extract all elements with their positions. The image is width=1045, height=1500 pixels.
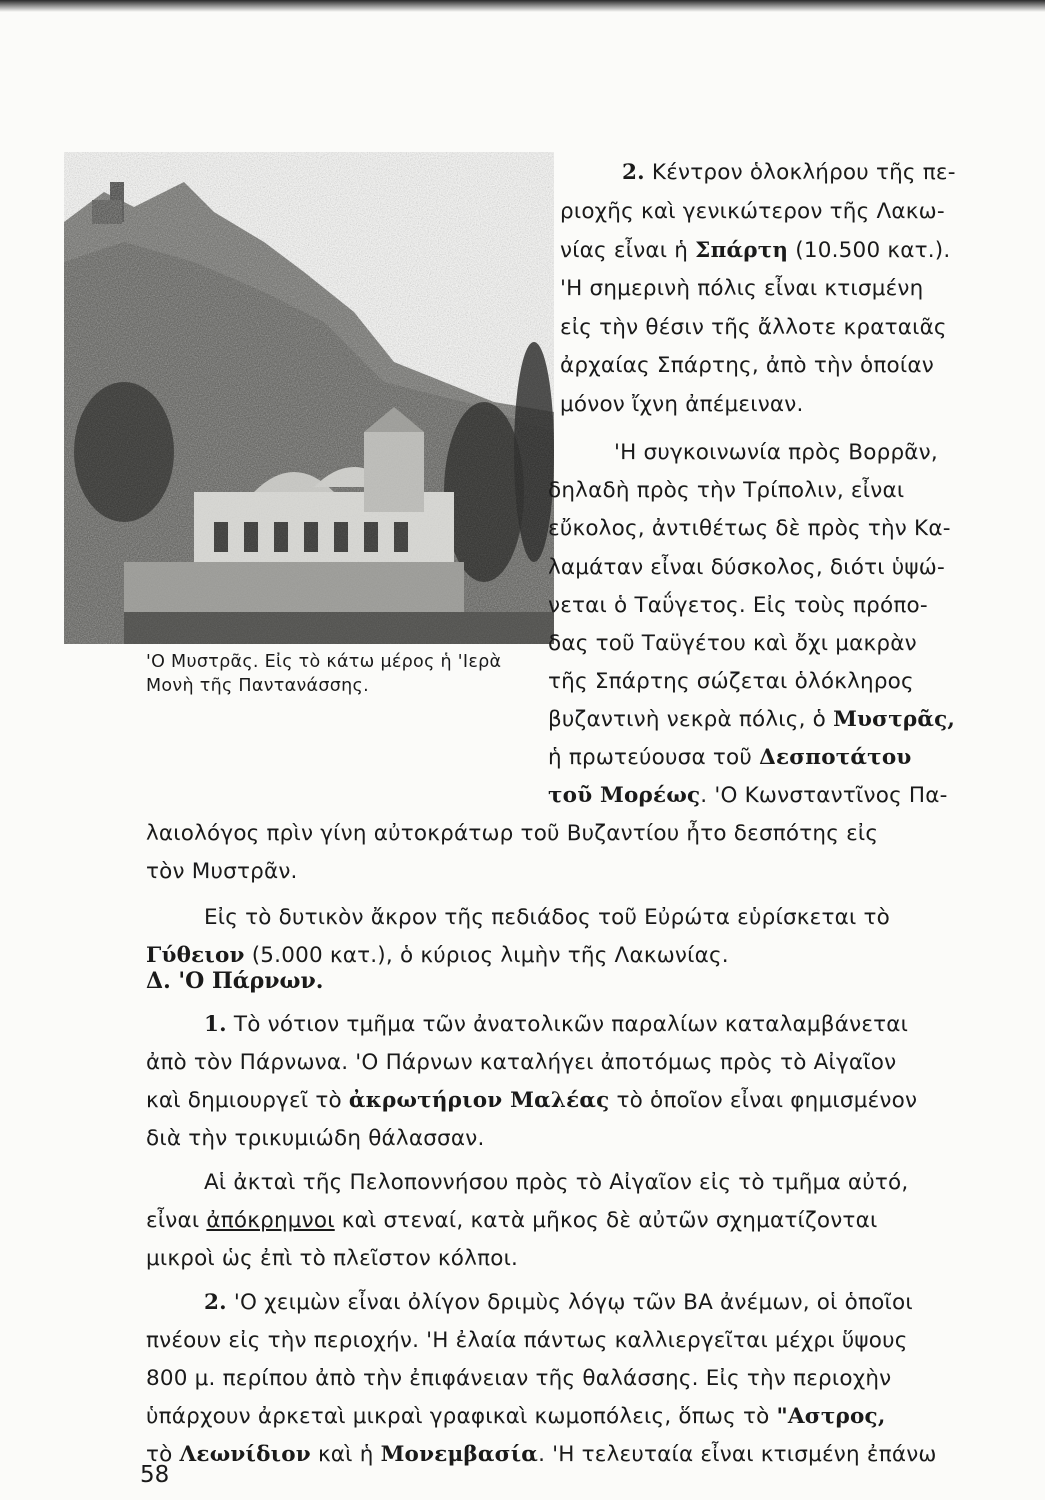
text-line: βυζαντινὴ νεκρὰ πόλις, ὁ Μυστρᾶς, xyxy=(548,707,956,732)
text-line: καὶ δημιουργεῖ τὸ ἀκρωτήριον Μαλέας τὸ ὁποῖον εἶναι φημισμένον xyxy=(146,1088,918,1113)
bold-term: "Αστρος, xyxy=(776,1404,886,1429)
text-line: τὸν Μυστρᾶν. xyxy=(146,859,298,884)
paragraph-number: 2. xyxy=(622,160,645,185)
text-line: 2. 'Ο χειμὼν εἶναι ὀλίγον δριμὺς λόγῳ τῶν ΒΑ ἀνέμων, οἱ ὁποῖοι xyxy=(204,1290,913,1315)
text-line: 1. Τὸ νότιον τμῆμα τῶν ἀνατολικῶν παραλίων καταλαμβάνεται xyxy=(204,1012,909,1037)
text-line: 800 μ. περίπου ἀπὸ τὴν ἐπιφάνειαν τῆς θαλάσσης. Εἰς τὴν περιοχὴν xyxy=(146,1366,892,1391)
text-line: εἶναι ἀπόκρημνοι καὶ στεναί, κατὰ μῆκος δὲ αὐτῶν σχηματίζονται xyxy=(146,1208,878,1233)
text-line: τὸ Λεωνίδιον καὶ ἡ Μονεμβασία. 'Η τελευταία εἶναι κτισμένη ἐπάνω xyxy=(146,1442,937,1467)
page-number: 58 xyxy=(140,1462,170,1488)
text-line: ριοχῆς καὶ γενικώτερον τῆς Λακω- xyxy=(560,199,945,224)
text-line: λαιολόγος πρὶν γίνη αὐτοκράτωρ τοῦ Βυζαντίου ἦτο δεσπότης εἰς xyxy=(146,821,879,846)
text-line: τοῦ Μορέως. 'Ο Κωνσταντῖνος Πα- xyxy=(548,783,948,808)
bold-term: Γύθειον xyxy=(146,943,245,968)
text-line: λαμάταν εἶναι δύσκολος, διότι ὑψώ- xyxy=(548,555,945,580)
bold-term: ἀκρωτήριον Μαλέας xyxy=(348,1088,610,1113)
paragraph-number: 2. xyxy=(204,1290,227,1315)
text-line: νίας εἶναι ἡ Σπάρτη (10.500 κατ.). xyxy=(560,238,951,263)
paragraph-number: 1. xyxy=(204,1012,227,1037)
text-line: δας τοῦ Ταϋγέτου καὶ ὄχι μακρὰν xyxy=(548,631,917,656)
text-line: 'Η συγκοινωνία πρὸς Βορρᾶν, xyxy=(614,440,938,465)
bold-term: τοῦ Μορέως xyxy=(548,783,701,808)
caption-line: Μονὴ τῆς Παντανάσσης. xyxy=(146,676,369,696)
text-line: μικροὶ ὡς ἐπὶ τὸ πλεῖστον κόλποι. xyxy=(146,1246,519,1271)
underlined-word: ἀπόκρημνοι xyxy=(206,1208,335,1233)
text-line: Γύθειον (5.000 κατ.), ὁ κύριος λιμὴν τῆς Λακωνίας. xyxy=(146,943,729,968)
text-line: ἡ πρωτεύουσα τοῦ Δεσποτάτου xyxy=(548,745,912,770)
text-line: ἀρχαίας Σπάρτης, ἀπὸ τὴν ὁποίαν xyxy=(560,353,934,378)
text-line: 'Η σημερινὴ πόλις εἶναι κτισμένη xyxy=(560,276,924,301)
text-line: νεται ὁ Ταΰγετος. Εἰς τοὺς πρόπο- xyxy=(548,593,928,618)
text-line: εὔκολος, ἀντιθέτως δὲ πρὸς τὴν Κα- xyxy=(548,516,951,541)
text-line: 2. Κέντρον ὁλοκλήρου τῆς πε- xyxy=(622,160,956,185)
page-edge-shadow xyxy=(0,0,1045,12)
bold-term: Σπάρτη xyxy=(695,238,789,263)
bold-term: Μυστρᾶς, xyxy=(833,707,956,732)
photo-caption xyxy=(146,650,556,698)
mystras-photo xyxy=(64,152,554,644)
text-line: διὰ τὴν τρικυμιώδη θάλασσαν. xyxy=(146,1126,485,1151)
bold-term: Λεωνίδιον xyxy=(179,1442,311,1467)
caption-line: 'Ο Μυστρᾶς. Εἰς τὸ κάτω μέρος ἡ 'Ιερὰ xyxy=(146,652,502,672)
text-line: ὑπάρχουν ἀρκεταὶ μικραὶ γραφικαὶ κωμοπόλεις, ὅπως τὸ "Αστρος, xyxy=(146,1404,886,1429)
text-line: εἰς τὴν θέσιν τῆς ἄλλοτε κραταιᾶς xyxy=(560,315,947,340)
text-line: τῆς Σπάρτης σώζεται ὁλόκληρος xyxy=(548,669,914,694)
text-line: Εἰς τὸ δυτικὸν ἄκρον τῆς πεδιάδος τοῦ Εὐρώτα εὑρίσκεται τὸ xyxy=(204,905,890,930)
bold-term: Δεσποτάτου xyxy=(759,745,912,770)
text-line: μόνον ἴχνη ἀπέμειναν. xyxy=(560,392,804,417)
text-line: ἀπὸ τὸν Πάρνωνα. 'Ο Πάρνων καταλήγει ἀποτόμως πρὸς τὸ Αἰγαῖον xyxy=(146,1050,897,1075)
text-line: πνέουν εἰς τὴν περιοχήν. 'Η ἐλαία πάντως καλλιεργεῖται μέχρι ὕψους xyxy=(146,1328,908,1353)
text-line: δηλαδὴ πρὸς τὴν Τρίπολιν, εἶναι xyxy=(548,478,905,503)
text-line: Αἱ ἀκταὶ τῆς Πελοποννήσου πρὸς τὸ Αἰγαῖον εἰς τὸ τμῆμα αὐτό, xyxy=(204,1170,909,1195)
section-heading: Δ. 'Ο Πάρνων. xyxy=(146,968,324,994)
bold-term: Μονεμβασία xyxy=(380,1442,539,1467)
